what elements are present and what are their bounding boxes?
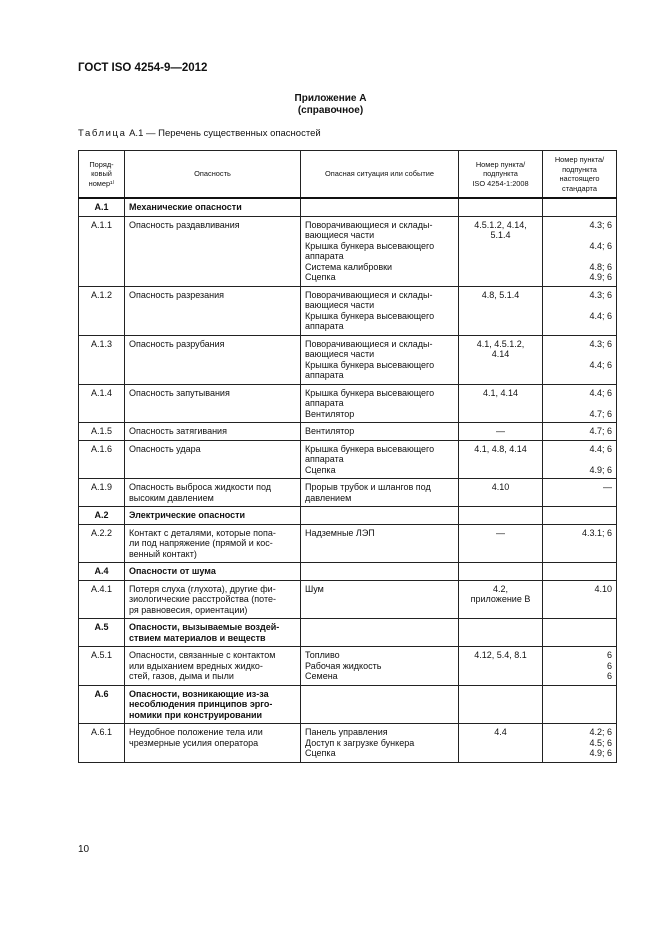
section-row bbox=[79, 507, 617, 525]
hazard-line: Опасность затягивания bbox=[129, 426, 227, 436]
row-number: А.1.2 bbox=[79, 286, 125, 335]
iso-ref-cell bbox=[459, 216, 543, 286]
std-ref-line: 4.4; 6 bbox=[589, 310, 612, 321]
iso-ref-cell bbox=[459, 647, 543, 686]
situation-line: Крышка бункера высевающего bbox=[305, 387, 435, 398]
row-number: А.2.2 bbox=[79, 524, 125, 563]
table-caption-text: А.1 — Перечень существенных опасностей bbox=[126, 128, 321, 139]
situation-line: Доступ к загрузке бункера bbox=[305, 737, 415, 748]
empty-cell bbox=[459, 198, 543, 216]
row-number: А.1.6 bbox=[79, 440, 125, 479]
iso-ref-cell bbox=[459, 423, 543, 441]
situation-cell bbox=[301, 647, 459, 686]
std-ref-line: 4.10 bbox=[594, 583, 612, 594]
empty-cell bbox=[543, 563, 617, 581]
iso-ref-cell bbox=[459, 524, 543, 563]
iso-ref-line: 4.12, 5.4, 8.1 bbox=[474, 650, 527, 660]
table-row bbox=[79, 647, 617, 686]
std-ref-line: 4.4; 6 bbox=[589, 387, 612, 398]
situation-line: аппарата bbox=[305, 454, 344, 464]
table-row bbox=[79, 724, 617, 763]
row-number: A.6 bbox=[79, 685, 125, 724]
situation-line: Сцепка bbox=[305, 464, 336, 475]
hazard-line: Опасности, связанные с контактом bbox=[129, 650, 276, 660]
situation-line: Поворачивающиеся и склады- bbox=[305, 338, 433, 349]
hazard-cell bbox=[125, 724, 301, 763]
section-title bbox=[125, 198, 301, 216]
std-ref-cell bbox=[543, 423, 617, 441]
situation-line: Вентилятор bbox=[305, 408, 355, 419]
empty-cell bbox=[459, 507, 543, 525]
situation-cell bbox=[301, 423, 459, 441]
empty-cell bbox=[301, 619, 459, 647]
appendix-subtitle: (справочное) bbox=[297, 105, 364, 116]
table-row bbox=[79, 286, 617, 335]
table-row bbox=[79, 580, 617, 619]
empty-cell bbox=[543, 619, 617, 647]
std-ref-line: 4.7; 6 bbox=[589, 408, 612, 419]
iso-ref-line: 4.1, 4.14 bbox=[482, 387, 519, 398]
header-iso-ref bbox=[459, 151, 543, 199]
std-ref-cell bbox=[543, 580, 617, 619]
hazard-cell bbox=[125, 479, 301, 507]
iso-ref-cell bbox=[459, 440, 543, 479]
situation-line: Сцепка bbox=[305, 748, 336, 758]
table-row bbox=[79, 384, 617, 423]
section-title-line: Механические опасности bbox=[129, 202, 242, 212]
hazard-line: чрезмерные усилия оператора bbox=[129, 737, 259, 748]
empty-cell bbox=[543, 507, 617, 525]
iso-ref-line: 4.8, 5.1.4 bbox=[481, 289, 520, 300]
situation-line: Семена bbox=[305, 671, 338, 681]
header-line: стандарта bbox=[562, 183, 597, 193]
table-row bbox=[79, 216, 617, 286]
situation-cell bbox=[301, 580, 459, 619]
empty-cell bbox=[459, 619, 543, 647]
hazard-line: стей, газов, дыма и пыли bbox=[129, 671, 234, 681]
situation-line: Топливо bbox=[305, 650, 340, 660]
std-ref-line: 4.3; 6 bbox=[589, 338, 612, 349]
empty-cell bbox=[301, 507, 459, 525]
situation-cell bbox=[301, 524, 459, 563]
hazard-line: ря равновесия, ориентации) bbox=[129, 604, 248, 615]
std-ref-line: 4.7; 6 bbox=[589, 426, 612, 436]
iso-ref-line: — bbox=[496, 527, 505, 538]
iso-ref-line: 4.5.1.2, 4.14, bbox=[474, 219, 527, 230]
appendix-title: Приложение А bbox=[294, 93, 367, 104]
situation-cell bbox=[301, 384, 459, 423]
situation-line: вающиеся части bbox=[305, 349, 375, 359]
header-situation: Опасная ситуация или событие bbox=[301, 151, 459, 199]
std-ref-line: 6 bbox=[606, 660, 612, 671]
hazard-line: Контакт с деталями, которые попа- bbox=[129, 527, 276, 538]
situation-line: аппарата bbox=[305, 370, 344, 380]
section-title-line: номики при конструировании bbox=[129, 709, 263, 720]
std-ref-cell bbox=[543, 647, 617, 686]
hazard-line: Опасность раздавливания bbox=[129, 219, 240, 230]
hazard-line: Опасность удара bbox=[129, 443, 201, 454]
situation-line: Сцепка bbox=[305, 272, 336, 282]
section-title-line: Опасности, вызываемые воздей- bbox=[129, 622, 280, 632]
table-row bbox=[79, 524, 617, 563]
std-ref-line: 6 bbox=[606, 671, 612, 681]
std-ref-line bbox=[547, 251, 612, 262]
section-title bbox=[125, 563, 301, 581]
row-number: А.1.1 bbox=[79, 216, 125, 286]
iso-ref-line: — bbox=[496, 426, 505, 436]
empty-cell bbox=[301, 685, 459, 724]
header-hazard: Опасность bbox=[125, 151, 301, 199]
situation-cell bbox=[301, 479, 459, 507]
hazard-line: Потеря слуха (глухота), другие фи- bbox=[129, 583, 276, 594]
header-line: Номер пункта/ bbox=[554, 155, 605, 164]
hazard-line: венный контакт) bbox=[129, 548, 197, 559]
hazard-cell bbox=[125, 335, 301, 384]
header-line: номер¹⁾ bbox=[88, 178, 115, 188]
situation-line: Рабочая жидкость bbox=[305, 660, 382, 671]
row-number: A.4 bbox=[79, 563, 125, 581]
std-ref-line: 6 bbox=[606, 650, 612, 660]
document-header: ГОСТ ISO 4254-9—2012 bbox=[78, 62, 208, 74]
std-ref-line: — bbox=[603, 482, 612, 492]
row-number: A.1 bbox=[79, 198, 125, 216]
std-ref-cell bbox=[543, 724, 617, 763]
row-number: А.6.1 bbox=[79, 724, 125, 763]
section-title-line: Опасности, возникающие из-за bbox=[129, 688, 269, 699]
header-line: Номер пункта/ bbox=[475, 159, 526, 169]
std-ref-line: 4.3.1; 6 bbox=[581, 527, 612, 538]
row-number: A.5 bbox=[79, 619, 125, 647]
hazard-cell bbox=[125, 440, 301, 479]
hazard-table bbox=[78, 150, 617, 763]
iso-ref-line: приложение В bbox=[470, 594, 531, 604]
std-ref-line: 4.4; 6 bbox=[589, 443, 612, 454]
section-title-line: Опасности от шума bbox=[129, 566, 216, 576]
std-ref-line: 4.9; 6 bbox=[589, 272, 612, 282]
section-row bbox=[79, 619, 617, 647]
std-ref-cell bbox=[543, 440, 617, 479]
hazard-line: Неудобное положение тела или bbox=[129, 727, 263, 737]
situation-line: Система калибровки bbox=[305, 261, 393, 272]
situation-line: Шум bbox=[305, 583, 324, 594]
situation-cell bbox=[301, 216, 459, 286]
hazard-line: или вдыханием вредных жидко- bbox=[129, 660, 263, 671]
std-ref-line: 4.9; 6 bbox=[589, 748, 612, 758]
situation-cell bbox=[301, 724, 459, 763]
iso-ref-line: 4.14 bbox=[491, 349, 510, 359]
table-row bbox=[79, 335, 617, 384]
table-caption-label: Таблица bbox=[78, 128, 127, 139]
std-ref-line: 4.3; 6 bbox=[589, 289, 612, 300]
empty-cell bbox=[301, 563, 459, 581]
iso-ref-line: 4.10 bbox=[491, 482, 510, 492]
std-ref-cell bbox=[543, 216, 617, 286]
hazard-line: Опасность разрубания bbox=[129, 338, 225, 349]
section-title-line: ствием материалов и веществ bbox=[129, 632, 266, 643]
situation-line: вающиеся части bbox=[305, 300, 375, 310]
section-title bbox=[125, 619, 301, 647]
header-line: ковый bbox=[91, 169, 112, 179]
situation-line: Крышка бункера высевающего bbox=[305, 310, 435, 321]
std-ref-cell bbox=[543, 384, 617, 423]
situation-line: Крышка бункера высевающего bbox=[305, 359, 435, 370]
iso-ref-cell bbox=[459, 479, 543, 507]
section-title-line: Электрические опасности bbox=[129, 510, 246, 520]
std-ref-cell bbox=[543, 479, 617, 507]
situation-line: Поворачивающиеся и склады- bbox=[305, 289, 433, 300]
empty-cell bbox=[543, 198, 617, 216]
section-row bbox=[79, 685, 617, 724]
table-header-row bbox=[79, 151, 617, 199]
row-number: А.1.3 bbox=[79, 335, 125, 384]
std-ref-line: 4.4; 6 bbox=[589, 240, 612, 251]
iso-ref-line: 5.1.4 bbox=[490, 230, 511, 240]
section-row bbox=[79, 198, 617, 216]
hazard-cell bbox=[125, 216, 301, 286]
row-number: А.1.9 bbox=[79, 479, 125, 507]
hazard-cell bbox=[125, 647, 301, 686]
situation-line: вающиеся части bbox=[305, 230, 375, 240]
header-line: подпункта bbox=[483, 169, 518, 179]
iso-ref-line: 4.1, 4.5.1.2, bbox=[476, 338, 525, 349]
header-std-ref bbox=[543, 151, 617, 199]
std-ref-cell bbox=[543, 335, 617, 384]
std-ref-line bbox=[547, 300, 612, 311]
section-title bbox=[125, 685, 301, 724]
situation-line: Надземные ЛЭП bbox=[305, 527, 375, 538]
row-number: А.5.1 bbox=[79, 647, 125, 686]
iso-ref-line: 4.2, bbox=[492, 583, 508, 594]
empty-cell bbox=[459, 563, 543, 581]
hazard-cell bbox=[125, 384, 301, 423]
header-num bbox=[79, 151, 125, 199]
situation-line: Панель управления bbox=[305, 727, 388, 737]
row-number: А.4.1 bbox=[79, 580, 125, 619]
std-ref-line bbox=[547, 349, 612, 360]
hazard-line: высоким давлением bbox=[129, 492, 214, 503]
hazard-line: ли под напряжение (прямой и кос- bbox=[129, 538, 273, 548]
hazard-line: зиологические расстройства (поте- bbox=[129, 594, 276, 604]
table-row bbox=[79, 423, 617, 441]
row-number: А.1.5 bbox=[79, 423, 125, 441]
hazard-cell bbox=[125, 524, 301, 563]
situation-cell bbox=[301, 286, 459, 335]
hazard-cell bbox=[125, 423, 301, 441]
table-body bbox=[79, 198, 617, 762]
std-ref-line: 4.2; 6 bbox=[589, 727, 612, 737]
hazard-cell bbox=[125, 286, 301, 335]
section-title bbox=[125, 507, 301, 525]
empty-cell bbox=[543, 685, 617, 724]
table-caption bbox=[78, 128, 321, 139]
situation-cell bbox=[301, 335, 459, 384]
std-ref-cell bbox=[543, 524, 617, 563]
header-line: Поряд- bbox=[89, 159, 114, 169]
iso-ref-cell bbox=[459, 286, 543, 335]
header-line: подпункта bbox=[562, 164, 597, 174]
std-ref-cell bbox=[543, 286, 617, 335]
page-number: 10 bbox=[78, 844, 90, 855]
situation-line: аппарата bbox=[305, 321, 344, 331]
situation-line: давлением bbox=[305, 492, 352, 503]
hazard-cell bbox=[125, 580, 301, 619]
std-ref-line: 4.8; 6 bbox=[589, 261, 612, 272]
header-line: ISO 4254-1:2008 bbox=[472, 178, 529, 188]
empty-cell bbox=[459, 685, 543, 724]
section-title-line: несоблюдения принципов эрго- bbox=[129, 699, 273, 709]
iso-ref-cell bbox=[459, 580, 543, 619]
iso-ref-line: 4.1, 4.8, 4.14 bbox=[474, 443, 527, 454]
hazard-line: Опасность запутывания bbox=[129, 387, 230, 398]
row-number: А.1.4 bbox=[79, 384, 125, 423]
appendix-heading bbox=[0, 93, 661, 117]
situation-cell bbox=[301, 440, 459, 479]
situation-line: Крышка бункера высевающего bbox=[305, 443, 435, 454]
situation-line: аппарата bbox=[305, 398, 344, 408]
iso-ref-cell bbox=[459, 724, 543, 763]
table-row bbox=[79, 440, 617, 479]
row-number: A.2 bbox=[79, 507, 125, 525]
hazard-line: Опасность разрезания bbox=[129, 289, 225, 300]
iso-ref-cell bbox=[459, 384, 543, 423]
situation-line: Поворачивающиеся и склады- bbox=[305, 219, 433, 230]
header-line: настоящего bbox=[559, 174, 600, 183]
situation-line: Вентилятор bbox=[305, 426, 355, 436]
std-ref-line bbox=[547, 398, 612, 409]
situation-line: Прорыв трубок и шлангов под bbox=[305, 482, 431, 492]
hazard-line: Опасность выброса жидкости под bbox=[129, 482, 272, 492]
situation-line: аппарата bbox=[305, 251, 344, 261]
iso-ref-line: 4.4 bbox=[494, 727, 507, 737]
section-row bbox=[79, 563, 617, 581]
std-ref-line: 4.9; 6 bbox=[589, 464, 612, 475]
std-ref-line bbox=[547, 230, 612, 241]
empty-cell bbox=[301, 198, 459, 216]
std-ref-line: 4.4; 6 bbox=[589, 359, 612, 370]
situation-line: Крышка бункера высевающего bbox=[305, 240, 435, 251]
std-ref-line: 4.5; 6 bbox=[589, 737, 612, 748]
std-ref-line bbox=[547, 454, 612, 465]
iso-ref-cell bbox=[459, 335, 543, 384]
table-row bbox=[79, 479, 617, 507]
std-ref-line: 4.3; 6 bbox=[589, 219, 612, 230]
